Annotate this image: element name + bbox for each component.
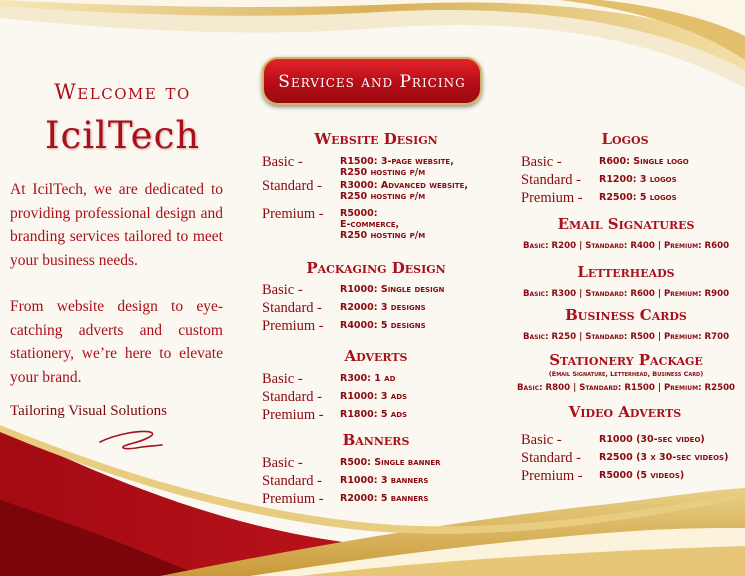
tier-label: Premium -: [521, 468, 583, 484]
tier-row: [521, 468, 741, 485]
tier-price: R4000: 5 designs: [340, 320, 426, 331]
section-title: Adverts: [344, 347, 408, 365]
tier-row: [521, 190, 729, 207]
tier-label: Basic -: [262, 282, 303, 298]
tier-label: Standard -: [262, 178, 322, 194]
video-adverts-section: [521, 403, 741, 485]
price-line: Basic: R300 | Standard: R600 | Premium: R900: [522, 289, 730, 299]
section-title: Business Cards: [565, 306, 687, 324]
intro-paragraph: At IcilTech, we are dedicated to providing professional design and branding services tailored to meet your business needs.: [10, 181, 223, 269]
tier-row: [521, 450, 741, 468]
price-line: Basic: R200 | Standard: R400 | Premium: R600: [522, 241, 730, 251]
tier-price: R1000 (30-sec video): [599, 434, 705, 445]
tier-row: [262, 300, 490, 318]
tier-row: [262, 407, 490, 424]
section-title: Packaging Design: [306, 259, 446, 277]
tagline: Tailoring Visual Solutions: [10, 403, 167, 419]
brand-name: IcilTech: [44, 114, 201, 157]
tier-row: [262, 491, 490, 508]
logos-section: [521, 130, 729, 207]
section-title: Stationery Package: [549, 351, 703, 369]
tier-price: R500: Single banner: [340, 457, 441, 468]
swoosh-icon: [96, 420, 166, 454]
tier-row: [262, 282, 490, 300]
tier-row: [262, 178, 490, 206]
tier-label: Premium -: [521, 190, 583, 206]
tier-row: [521, 172, 729, 190]
tier-label: Basic -: [262, 371, 303, 387]
tier-label: Standard -: [262, 473, 322, 489]
price-line: Basic: R250 | Standard: R500 | Premium: R700: [522, 332, 730, 342]
welcome-heading: Welcome to: [54, 80, 191, 104]
tier-label: Basic -: [521, 154, 562, 170]
tier-price: R2500 (3 x 30-sec videos): [599, 452, 729, 463]
tier-label: Premium -: [262, 318, 324, 334]
services-pricing-banner: Services and Pricing: [262, 57, 482, 105]
tier-label: Premium -: [262, 206, 324, 222]
package-contents: (Email Signature, Letterhead, Business Card): [548, 370, 704, 378]
tier-row: [262, 371, 490, 389]
tier-price: R2000: 3 designs: [340, 302, 426, 313]
website-design-section: [262, 130, 490, 241]
tier-row: [262, 389, 490, 407]
section-title: Video Adverts: [568, 403, 682, 421]
services-paragraph: From website design to eye-catching adverts and custom stationery, we’re here to elevate your brand.: [10, 298, 223, 386]
tier-row: [521, 432, 741, 450]
tier-row: [262, 154, 490, 178]
tier-label: Standard -: [262, 300, 322, 316]
stationery-package-section: [516, 351, 736, 393]
letterheads-section: [516, 263, 736, 299]
tier-price: R3000: Advanced website, R250 hosting p/m: [340, 180, 468, 202]
tier-price: R2000: 5 banners: [340, 493, 429, 504]
tier-row: [262, 318, 490, 335]
tier-label: Standard -: [521, 172, 581, 188]
business-cards-section: [516, 306, 736, 342]
tier-price: R300: 1 ad: [340, 373, 396, 384]
price-line: Basic: R800 | Standard: R1500 | Premium: R2500: [516, 383, 736, 393]
tier-row: [262, 455, 490, 473]
tier-price: R1000: 3 banners: [340, 475, 429, 486]
tier-price: R600: Single logo: [599, 156, 689, 167]
tier-label: Basic -: [262, 154, 303, 170]
tier-row: [521, 154, 729, 172]
adverts-section: [262, 347, 490, 424]
tier-label: Standard -: [521, 450, 581, 466]
tier-label: Premium -: [262, 407, 324, 423]
email-signatures-section: [516, 215, 736, 251]
tier-price: R1200: 3 logos: [599, 174, 677, 185]
banners-section: [262, 431, 490, 508]
tier-price: R1000: 3 ads: [340, 391, 408, 402]
tier-label: Premium -: [262, 491, 324, 507]
section-title: Banners: [342, 431, 410, 449]
tier-label: Standard -: [262, 389, 322, 405]
section-title: Logos: [601, 130, 649, 148]
tier-row: [262, 473, 490, 491]
tier-price: R1000: Single design: [340, 284, 445, 295]
section-title: Letterheads: [577, 263, 675, 281]
tier-price: R5000 (5 videos): [599, 470, 685, 481]
section-title: Email Signatures: [557, 215, 695, 233]
tier-row: [262, 206, 490, 241]
tier-label: Basic -: [521, 432, 562, 448]
packaging-design-section: [262, 259, 490, 335]
tier-price: R5000: E-commerce, R250 hosting p/m: [340, 208, 426, 241]
tier-price: R1500: 3-page website, R250 hosting p/m: [340, 156, 454, 178]
section-title: Website Design: [314, 130, 438, 148]
tier-price: R1800: 5 ads: [340, 409, 408, 420]
tier-label: Basic -: [262, 455, 303, 471]
tier-price: R2500: 5 logos: [599, 192, 677, 203]
